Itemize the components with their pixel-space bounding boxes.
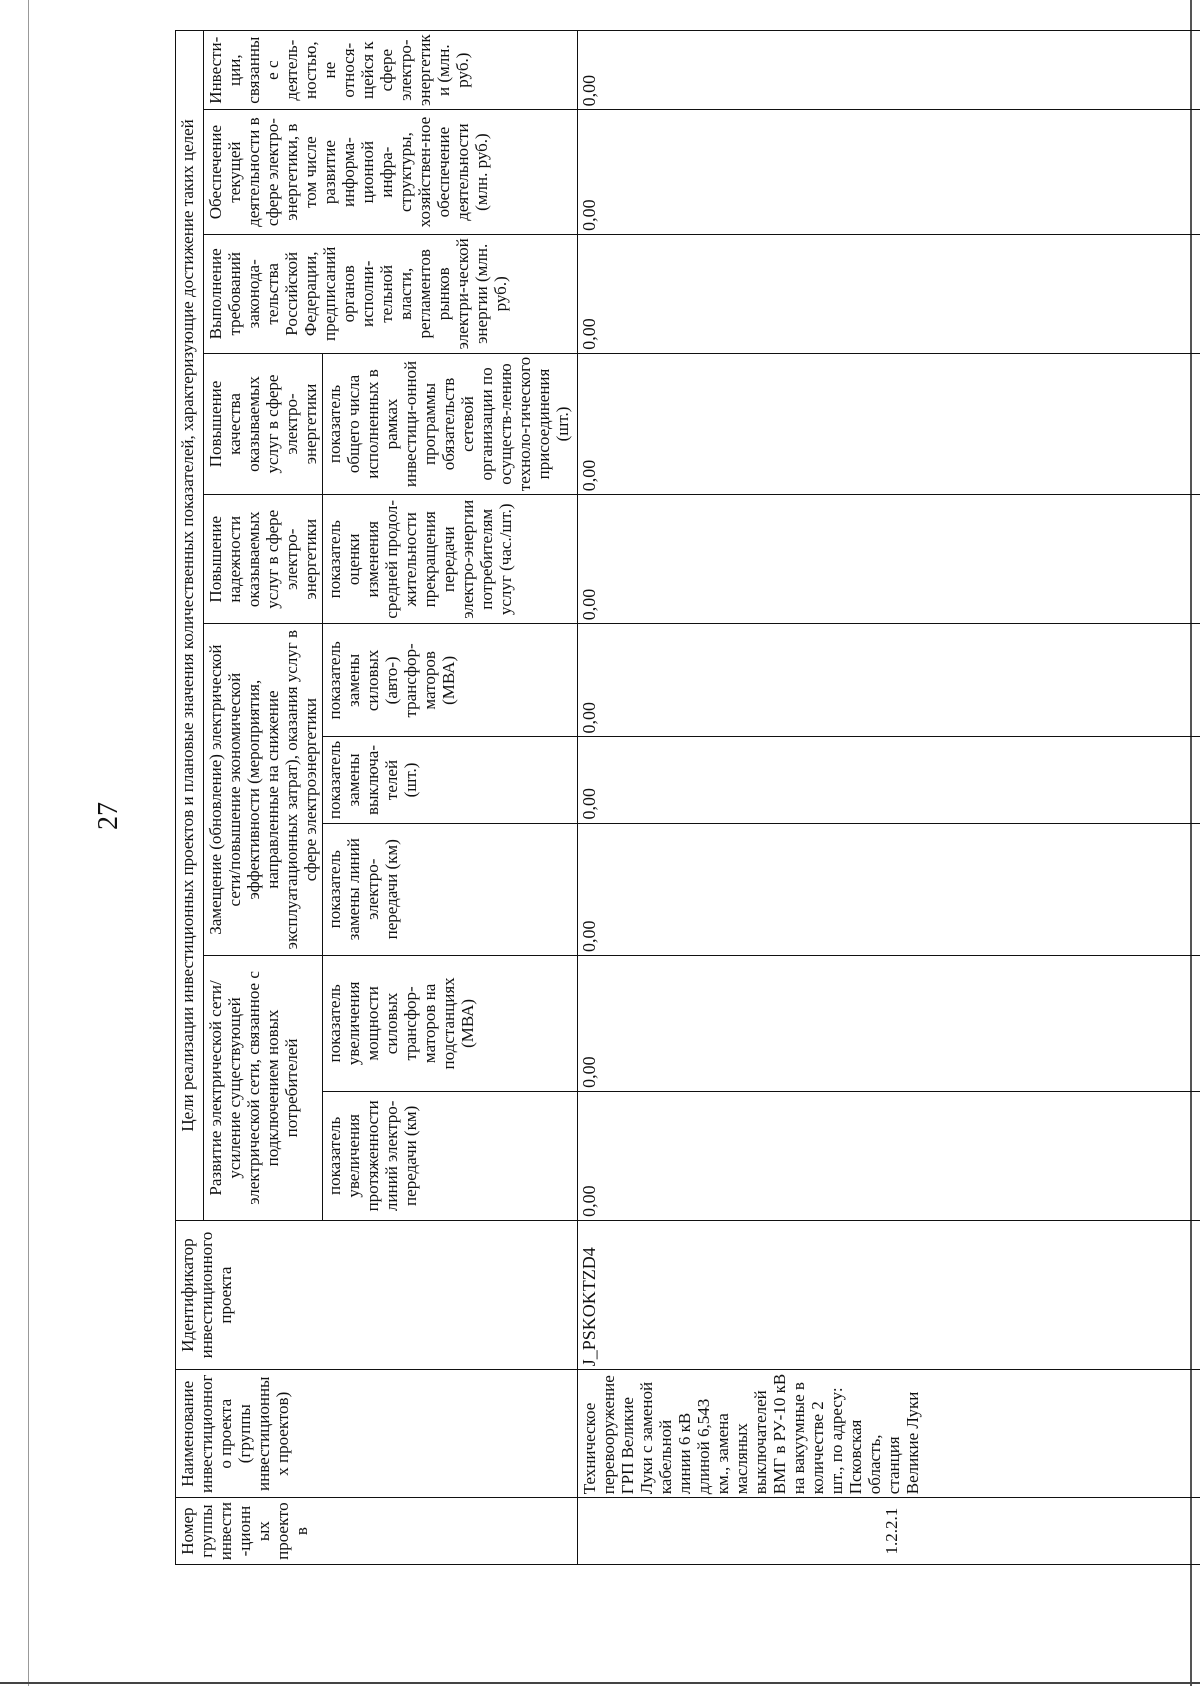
value-cell: 0,00: [578, 624, 1200, 737]
sub-length: показатель увеличения протяженности линий электро-передачи (км): [323, 1091, 578, 1220]
goal-operations: Обеспечение текущей деятельности в сфере электро-энергетики, в том числе развитие информа-ционной инфра-структуры, хозяйствен-ное обеспечение деятельности (млн. руб.): [204, 110, 578, 235]
row-number: 1.2.2.1: [578, 1498, 1200, 1565]
page-edge-bottom: [0, 1682, 1200, 1684]
header-number: Номер группы инвести-ционных проектов: [176, 1498, 578, 1565]
value-cell: 0,00: [578, 353, 1200, 495]
goal-replacement: Замещение (обновление) электрической сети/повышение экономической эффективности (мероприятия, направленные на снижение эксплуатационных затрат), оказания услуг в сфере электроэнергетики: [204, 624, 323, 956]
value-cell: 0,00: [578, 234, 1200, 353]
value-cell: 0,00: [578, 110, 1200, 235]
value-cell: 0,00: [578, 31, 1200, 110]
row-name: Техническое перевооружение ГРП Великие Луки с заменой кабельной линии 6 кВ длиной 6,543 км., замена масляных выключателей ВМГ в РУ-10 кВ на вакуумные в количестве 2 шт., по адресу: Псковская область, станция Великие Луки: [578, 1370, 1200, 1498]
goal-development: Развитие электрической сети/усиление существующей электрической сети, связанное с подключением новых потребителей: [204, 955, 323, 1220]
header-goals: Цели реализации инвестиционных проектов и плановые значения количественных показателей, характеризующие достижение таких целей: [176, 31, 204, 1221]
header-id: Идентификатор инвестиционного проекта: [176, 1220, 578, 1369]
header-name: Наименование инвестиционного проекта (группы инвестиционных проектов): [176, 1370, 578, 1498]
value-cell: 0,00: [578, 737, 1200, 823]
goal-requirements: Выполнение требований законода-тельства Российской Федерации, предписаний органов исполни-тельной власти, регламентов рынков электри-ческой энергии (млн. руб.): [204, 234, 578, 353]
value-cell: 0,00: [578, 495, 1200, 624]
sub-lines: показатель замены линий электро-передачи (км): [323, 823, 578, 955]
goal-other: Инвести-ции, связанные с деятель-ностью, не относя-щейся к сфере электро-энергетики (млн. руб.): [204, 31, 578, 110]
goal-reliability: Повышение надежности оказываемых услуг в сфере электро-энергетики: [204, 495, 323, 624]
investment-table: [175, 30, 1200, 1565]
value-cell: 0,00: [578, 1091, 1200, 1220]
page-edge-left: [28, 0, 29, 1686]
sub-power: показатель увеличения мощности силовых трансфор-маторов на подстанциях (МВА): [323, 955, 578, 1091]
row-id: J_PSKOKTZD4: [578, 1220, 1200, 1369]
sub-reliability: показатель оценки изменения средней продол-жительности прекращения передачи электро-энергии потребителям услуг (час./шт.): [323, 495, 578, 624]
sub-switches: показатель замены выключа-телей (шт.): [323, 737, 578, 823]
page-number: 27: [93, 802, 124, 830]
value-cell: 0,00: [578, 955, 1200, 1091]
goal-quality: Повышение качества оказываемых услуг в сфере электро-энергетики: [204, 353, 323, 495]
sub-quality: показатель общего числа исполненных в рамках инвестици-онной программы обязательств сетевой организации по осуществ-лению техноло-гического присоединения (шт.): [323, 353, 578, 495]
value-cell: 0,00: [578, 823, 1200, 955]
sub-transformers: показатель замены силовых (авто-) трансфор-маторов (МВА): [323, 624, 578, 737]
rotated-table-container: [175, 30, 1190, 1565]
